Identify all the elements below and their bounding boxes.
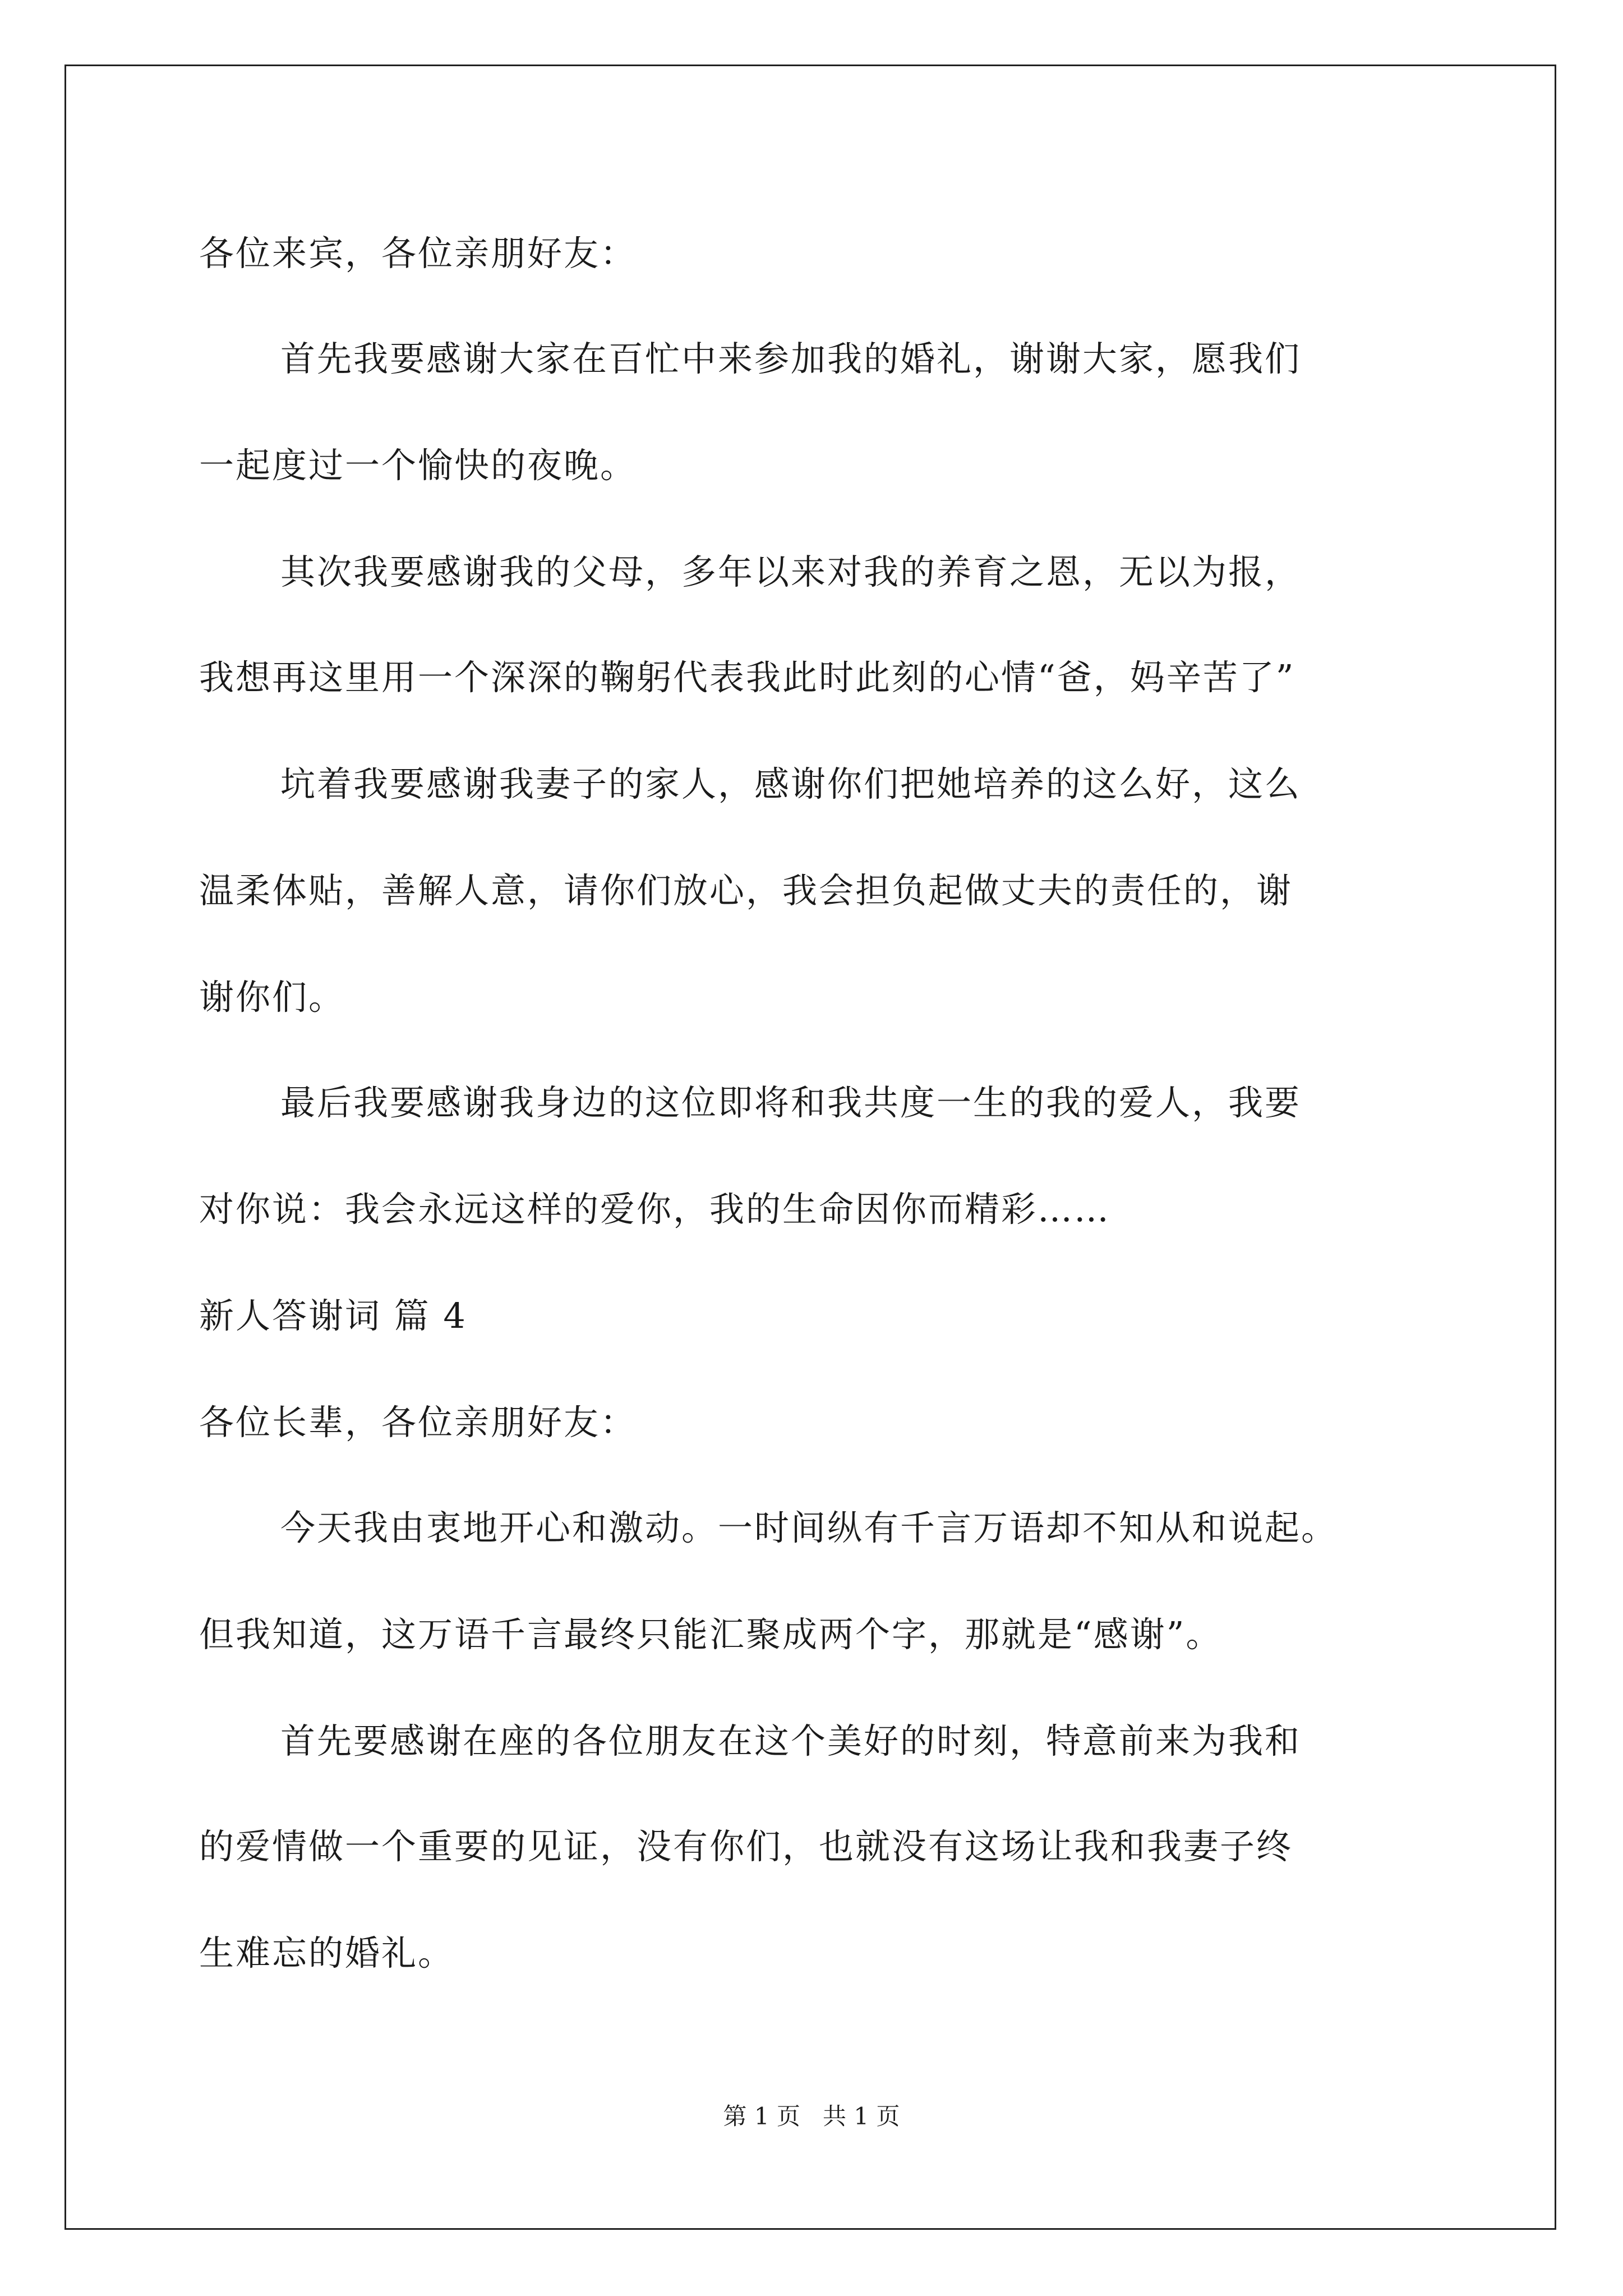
paragraph-line: 的爱情做一个重要的见证，没有你们，也就没有这场让我和我妻子终: [199, 1826, 1293, 1867]
paragraph-line: 但我知道，这万语千言最终只能汇聚成两个字，那就是“感谢”。: [199, 1614, 1223, 1655]
greeting-line: 各位来宾，各位亲朋好友：: [199, 233, 637, 274]
paragraph-line: 对你说：我会永远这样的爱你，我的生命因你而精彩……: [199, 1189, 1111, 1230]
paragraph-line: 今天我由衷地开心和激动。一时间纵有千言万语却不知从和说起。: [280, 1507, 1338, 1548]
paragraph-line: 首先要感谢在座的各位朋友在这个美好的时刻，特意前来为我和: [280, 1720, 1302, 1761]
page-border: [64, 65, 1556, 2230]
greeting-line: 各位长辈，各位亲朋好友：: [199, 1402, 637, 1443]
page-number-footer: 第 1 页 共 1 页: [723, 2102, 900, 2130]
paragraph-line: 温柔体贴，善解人意，请你们放心，我会担负起做丈夫的责任的，谢: [199, 870, 1293, 911]
paragraph-line: 我想再这里用一个深深的鞠躬代表我此时此刻的心情“爸，妈辛苦了”: [199, 657, 1295, 698]
paragraph-line: 生难忘的婚礼。: [199, 1932, 455, 1973]
paragraph-line: 坑着我要感谢我妻子的家人，感谢你们把她培养的这么好，这么: [280, 763, 1302, 804]
paragraph-line: 一起度过一个愉快的夜晚。: [199, 445, 637, 486]
paragraph-line: 最后我要感谢我身边的这位即将和我共度一生的我的爱人，我要: [280, 1082, 1302, 1123]
section-heading: 新人答谢词 篇 4: [199, 1295, 467, 1336]
paragraph-line: 谢你们。: [199, 977, 345, 1018]
paragraph-line: 其次我要感谢我的父母，多年以来对我的养育之恩，无以为报，: [280, 551, 1302, 592]
paragraph-line: 首先我要感谢大家在百忙中来参加我的婚礼，谢谢大家，愿我们: [280, 338, 1302, 379]
